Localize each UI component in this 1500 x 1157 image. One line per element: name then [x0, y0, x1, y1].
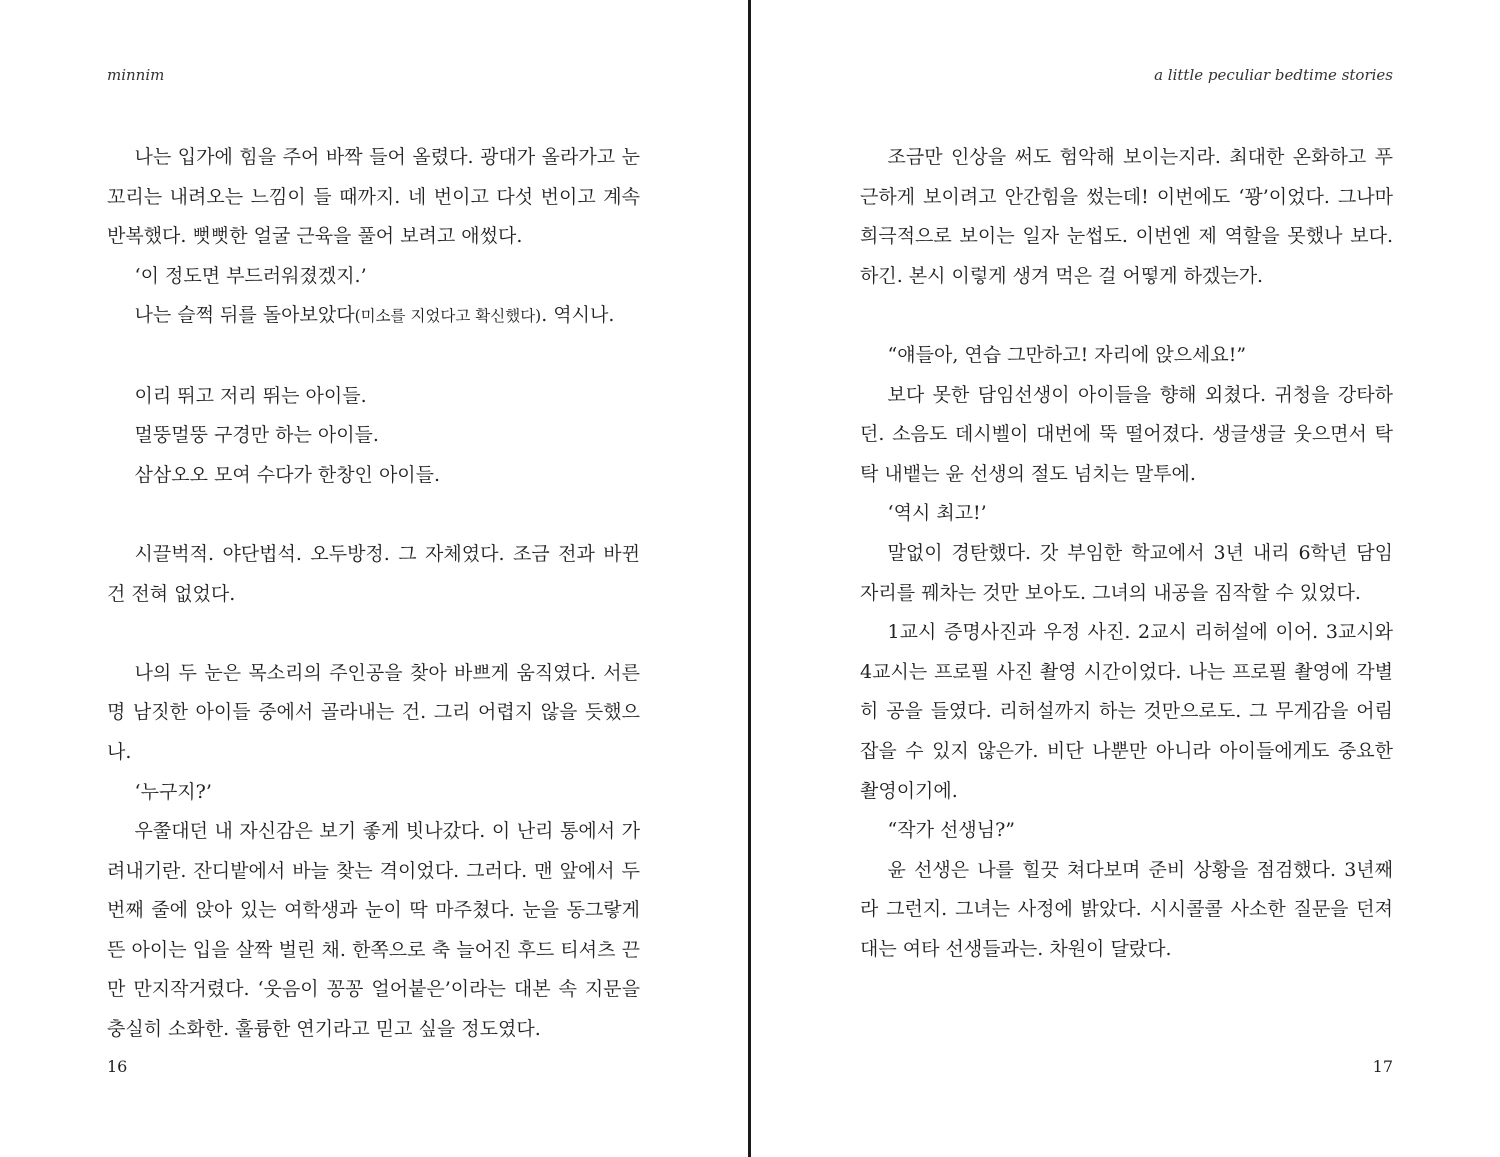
right-page-body [860, 138, 1393, 969]
paragraph: ‘역시 최고!’ [887, 502, 987, 525]
paragraph: 나는 입가에 힘을 주어 바짝 들어 올렸다. 광대가 올라가고 눈꼬리는 내려오는 느낌이 들 때까지. 네 번이고 다섯 번이고 계속 반복했다. 뻣뻣한 얼굴 근육을 풀어 보려고 애썼다. [107, 146, 640, 248]
paragraph: 멀뚱멀뚱 구경만 하는 아이들. [134, 424, 379, 447]
paragraph: 이리 뛰고 저리 뛰는 아이들. [134, 384, 367, 407]
paragraph: 윤 선생은 나를 힐끗 쳐다보며 준비 상황을 점검했다. 3년째라 그런지. 그녀는 사정에 밝았다. 시시콜콜 사소한 질문을 던져대는 여타 선생들과는. 차원이 달랐다. [860, 858, 1393, 960]
paragraph: “작가 선생님?” [887, 819, 1015, 842]
paragraph: 보다 못한 담임선생이 아이들을 향해 외쳤다. 귀청을 강타하던. 소음도 데시벨이 대번에 뚝 떨어졌다. 생글생글 웃으면서 탁탁 내뱉는 윤 선생의 절도 넘치는 말투에. [860, 383, 1393, 485]
page-number: 16 [107, 1057, 128, 1076]
running-head-author: minnim [107, 66, 165, 84]
parenthetical-note: (미소를 지었다고 확신했다) [354, 307, 542, 326]
paragraph: 말없이 경탄했다. 갓 부임한 학교에서 3년 내리 6학년 담임 자리를 꿰차는 것만 보아도. 그녀의 내공을 짐작할 수 있었다. [860, 541, 1393, 604]
right-page [751, 0, 1500, 1157]
paragraph: ‘이 정도면 부드러워졌겠지.’ [134, 264, 367, 287]
paragraph: 1교시 증명사진과 우정 사진. 2교시 리허설에 이어. 3교시와 4교시는 프로필 사진 촬영 시간이었다. 나는 프로필 촬영에 각별히 공을 들였다. 리허설까지 하는 것만으로도. 그 무게감을 어림잡을 수 있지 않은가. 비단 나뿐만 아니라 아이들에게도 중요한 촬영이기에. [860, 621, 1393, 802]
page-number: 17 [1372, 1057, 1393, 1076]
left-page-body [107, 138, 640, 1050]
paragraph: ‘누구지?’ [134, 780, 212, 803]
left-page [0, 0, 748, 1157]
running-head-book-title: a little peculiar bedtime stories [1154, 66, 1393, 84]
paragraph: 조금만 인상을 써도 험악해 보이는지라. 최대한 온화하고 푸근하게 보이려고 안간힘을 썼는데! 이번에도 ‘꽝’이었다. 그나마 희극적으로 보이는 일자 눈썹도. 이번엔 제 역할을 못했나 보다. 하긴. 본시 이렇게 생겨 먹은 걸 어떻게 하겠는가. [860, 146, 1393, 287]
paragraph: 나의 두 눈은 목소리의 주인공을 찾아 바쁘게 움직였다. 서른 명 남짓한 아이들 중에서 골라내는 건. 그리 어렵지 않을 듯했으나. [107, 661, 640, 763]
paragraph: 삼삼오오 모여 수다가 한창인 아이들. [134, 463, 441, 486]
paragraph-text: 나는 슬쩍 뒤를 돌아보았다 [134, 304, 355, 327]
paragraph: “얘들아, 연습 그만하고! 자리에 앉으세요!” [887, 343, 1247, 366]
paragraph-text: . 역시나. [541, 304, 615, 327]
paragraph: 우쭐대던 내 자신감은 보기 좋게 빗나갔다. 이 난리 통에서 가려내기란. 잔디밭에서 바늘 찾는 격이었다. 그러다. 맨 앞에서 두 번째 줄에 앉아 있는 여학생과 눈이 딱 마주쳤다. 눈을 동그랗게 뜬 아이는 입을 살짝 벌린 채. 한쪽으로 축 늘어진 후드 티셔츠 끈만 만지작거렸다. ‘웃음이 꽁꽁 얼어붙은’이라는 대본 속 지문을 충실히 소화한. 훌륭한 연기라고 믿고 싶을 정도였다. [107, 820, 640, 1041]
paragraph: 시끌벅적. 야단법석. 오두방정. 그 자체였다. 조금 전과 바뀐 건 전혀 없었다. [107, 542, 640, 605]
paragraph [107, 296, 640, 337]
